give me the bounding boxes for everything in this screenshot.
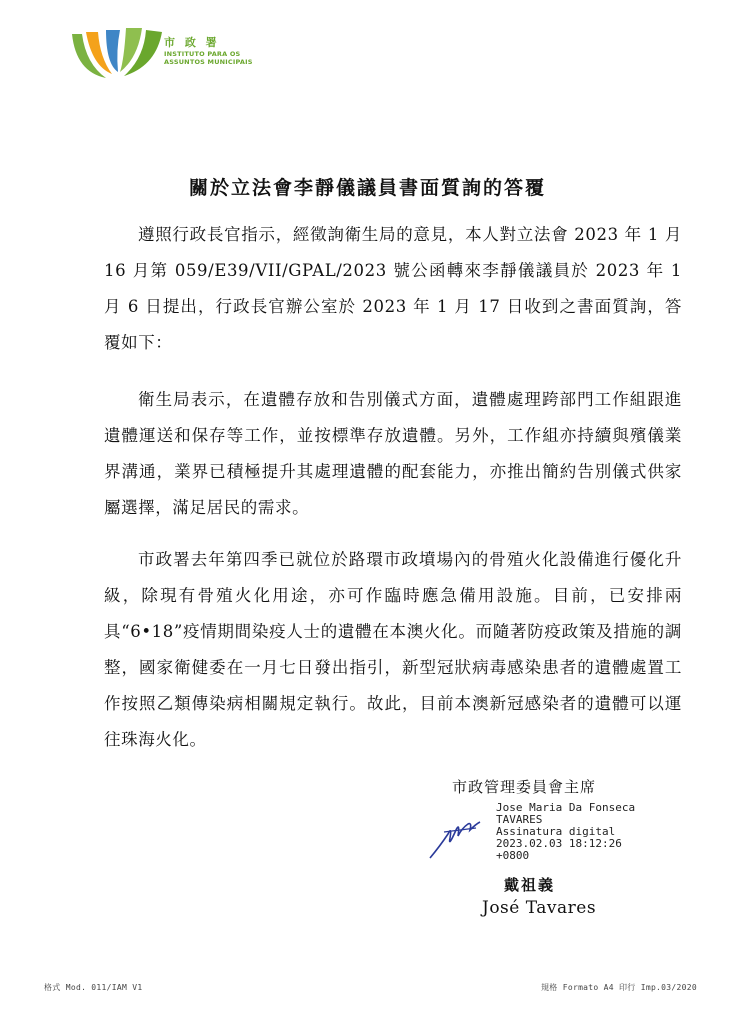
paragraph-2: 衛生局表示，在遺體存放和告別儀式方面，遺體處理跨部門工作組跟進遺體運送和保存等工作，並按標準存放遺體。另外，工作組亦持續與殯儀業界溝通，業界已積極提升其處理遺體的配套能力，亦推出簡約告別儀式供家屬選擇，滿足居民的需求。 xyxy=(104,390,682,517)
logo-portuguese-name-1: INSTITUTO PARA OS xyxy=(164,50,241,58)
digital-signature-block: Jose Maria Da Fonseca TAVARES Assinatura digital 2023.02.03 18:12:26 +0800 xyxy=(496,801,636,862)
paragraph-1: 遵照行政長官指示，經徵詢衛生局的意見，本人對立法會 2023 年 1 月 16 月第 059/E39/VII/GPAL/2023 號公函轉來李靜儀議員於 2023 年 1 月 6 日提出，行政長官辦公室於 2023 年 1 月 17 日收到之書面質詢，答覆如下： xyxy=(104,225,682,352)
institute-emblem-icon xyxy=(66,20,166,84)
document-title: 關於立法會李靜儀議員書面質詢的答覆 xyxy=(188,177,546,199)
logo-portuguese-name-2: ASSUNTOS MUNICIPAIS xyxy=(164,58,253,66)
signatory-role: 市政管理委員會主席 xyxy=(452,778,597,796)
signatory-name-chinese: 戴祖義 xyxy=(504,876,556,894)
footer-format-info: 規格 Formato A4 印行 Imp.03/2020 xyxy=(541,983,697,992)
paragraph-3: 市政署去年第四季已就位於路環市政墳場內的骨殖火化設備進行優化升級，除現有骨殖火化用途，亦可作臨時應急備用設施。目前，已安排兩具“6•18”疫情期間染疫人士的遺體在本澳火化。而隨著防疫政策及措施的調整，國家衛健委在一月七日發出指引，新型冠狀病毒感染患者的遺體處置工作按照乙類傳染病相關規定執行。故此，目前本澳新冠感染者的遺體可以運往珠海火化。 xyxy=(104,550,682,749)
footer-form-code: 格式 Mod. 011/IAM V1 xyxy=(44,983,143,992)
handwritten-signature xyxy=(426,808,482,864)
institute-logo xyxy=(66,20,266,84)
logo-chinese-name: 市 政 署 xyxy=(164,36,220,49)
logo-text xyxy=(164,36,253,66)
signatory-name-portuguese: José Tavares xyxy=(482,898,597,918)
